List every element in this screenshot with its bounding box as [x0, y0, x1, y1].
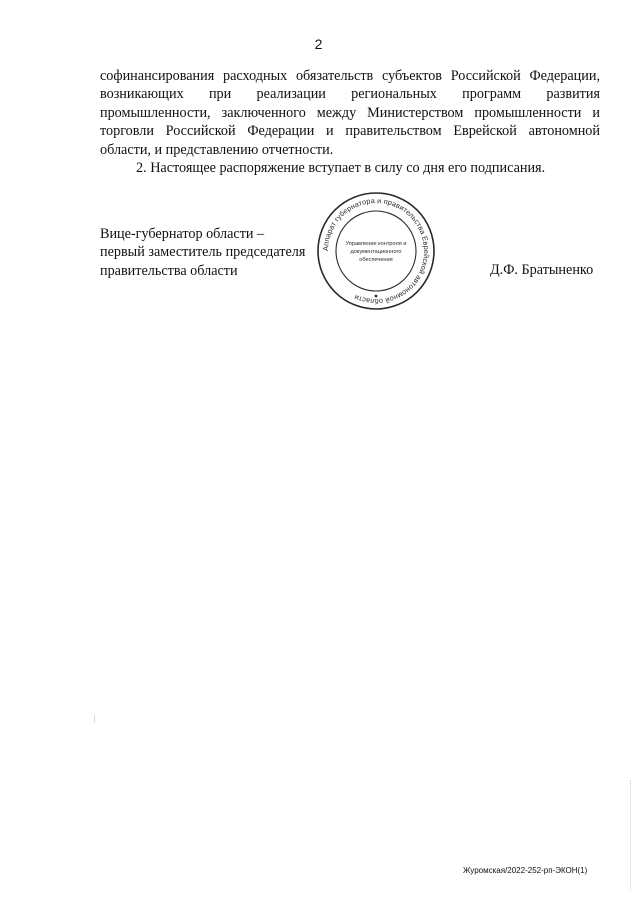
signatory-position [100, 225, 305, 280]
stamp-ring-text: Аппарат губернатора и правительства Еврейской автономной области [320, 195, 432, 307]
signatory-position-line-1: Вице-губернатор области – [100, 226, 265, 242]
stamp-center-line-1: Управление контроля и [345, 241, 407, 247]
scan-edge-mark [630, 780, 632, 890]
page-number: 2 [314, 36, 323, 52]
document-body [100, 67, 600, 177]
stamp-dot [375, 295, 378, 298]
signatory-name: Д.Ф. Братыненко [490, 262, 594, 278]
stamp-center-line-3: обеспечения [359, 257, 393, 263]
stamp-graphic [315, 190, 437, 312]
signatory-position-line-2: первый заместитель председателя [100, 244, 306, 261]
signatory-position-line-3: правительства области [100, 262, 238, 279]
document-reference-code: Журомская/2022-252-рп-ЭКОН(1) [463, 866, 588, 875]
stamp-center-line-2: документационного [350, 249, 402, 255]
paragraph-continuation: софинансирования расходных обязательств субъектов Российской Федерации, возникающих при реализации региональных программ развития промышленности, заключенного между Министерством промышленности и торговли Российской Федерации и правительством Еврейской автономной области, и представлению отчетности. [100, 68, 600, 158]
official-stamp [315, 190, 437, 312]
scan-speck [94, 715, 95, 723]
paragraph-effective-date: 2. Настоящее распоряжение вступает в силу со дня его подписания. [136, 160, 546, 177]
